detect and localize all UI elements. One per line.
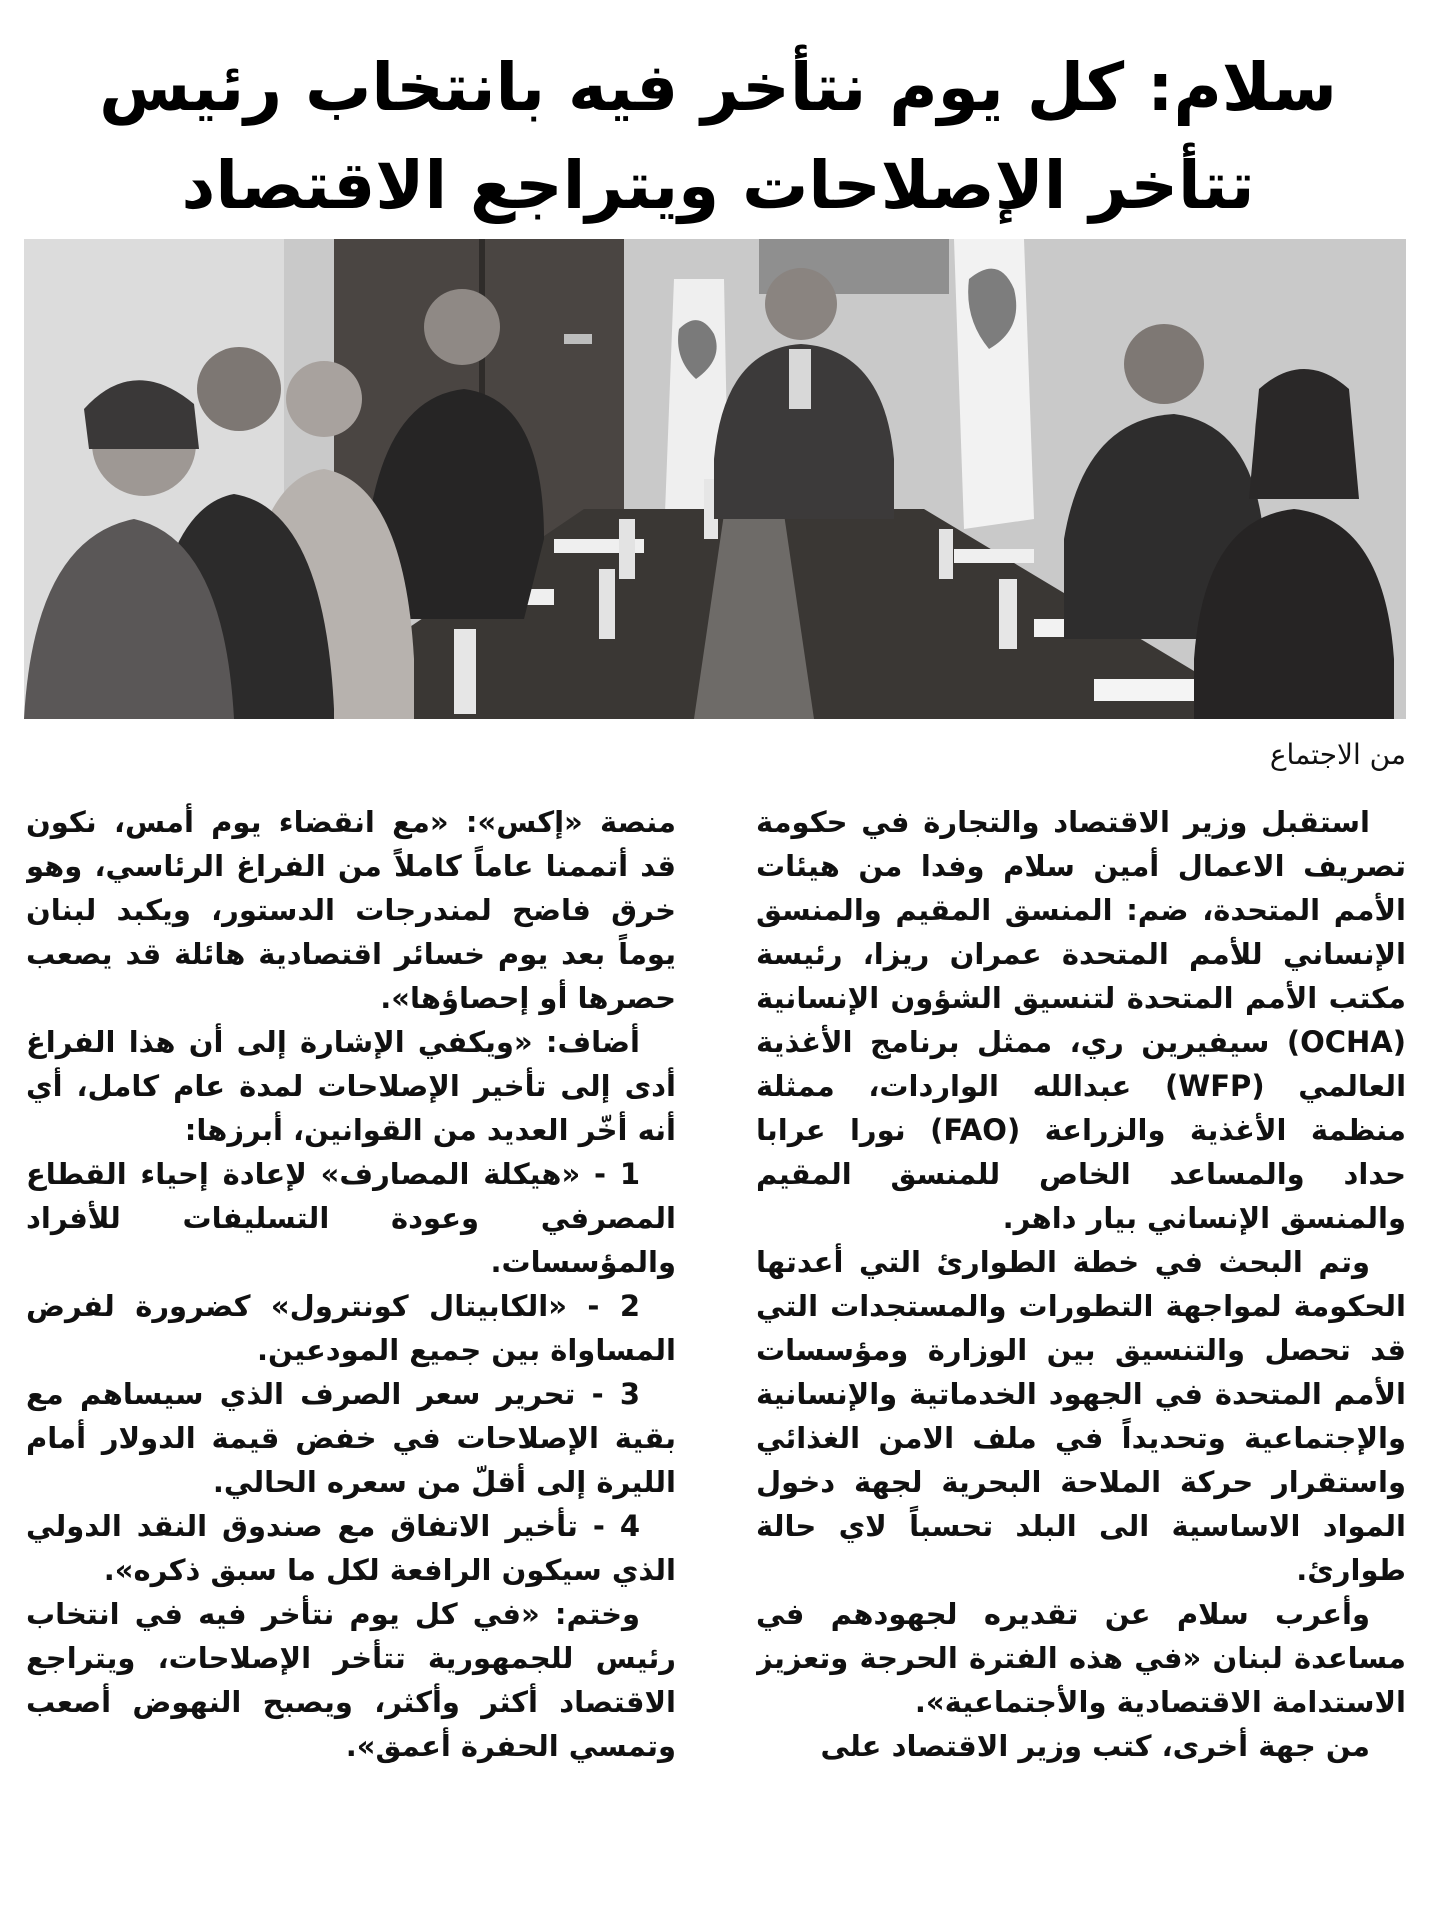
article-column-left (26, 800, 676, 1910)
article-paragraph: من جهة أخرى، كتب وزير الاقتصاد على (820, 1729, 1370, 1763)
article-paragraph: وتم البحث في خطة الطوارئ التي أعدتها الحكومة لمواجهة التطورات والمستجدات التي قد تحصل والتنسيق بين الوزارة ومؤسسات الأمم المتحدة في الجهود الخدماتية والإنسانية والإجتماعية وتحديداً في ملف الامن الغذائي واستقرار حركة الملاحة البحرية لجهة دخول المواد الاساسية الى البلد تحسباً لاي حالة طوارئ. (756, 1245, 1406, 1587)
article-column-right (756, 800, 1406, 1910)
meeting-photo (24, 239, 1406, 719)
article-paragraph: أضاف: «ويكفي الإشارة إلى أن هذا الفراغ أدى إلى تأخير الإصلاحات لمدة عام كامل، أي أنه أخّر العديد من القوانين، أبرزها: (26, 1025, 676, 1147)
headline-line-1: سلام: كل يوم نتأخر فيه بانتخاب رئيس (99, 49, 1337, 127)
article-paragraph: استقبل وزير الاقتصاد والتجارة في حكومة تصريف الاعمال أمين سلام وفدا من هيئات الأمم المتحدة، ضم: المنسق المقيم والمنسق الإنساني للأمم المتحدة عمران ريزا، رئيسة مكتب الأمم المتحدة لتنسيق الشؤون الإنسانية (OCHA) سيفيرين ري، ممثل برنامج الأغذية العالمي (WFP) عبدالله الواردات، ممثلة منظمة الأغذية والزراعة (FAO) نورا عرابا حداد والمساعد الخاص للمنسق المقيم والمنسق الإنساني بيار داهر. (756, 805, 1406, 1235)
photo-caption: من الاجتماع (1269, 738, 1406, 771)
article-paragraph: منصة «إكس»: «مع انقضاء يوم أمس، نكون قد أتممنا عاماً كاملاً من الفراغ الرئاسي، وهو خرق فاضح لمندرجات الدستور، ويكبد لبنان يوماً بعد يوم خسائر اقتصادية هائلة قد يصعب حصرها أو إحصاؤها». (26, 805, 676, 1015)
headline-line-2: تتأخر الإصلاحات ويتراجع الاقتصاد (181, 147, 1255, 225)
article-list-item: 2 - «الكابيتال كونترول» كضرورة لفرض المساواة بين جميع المودعين. (26, 1289, 676, 1367)
article-list-item: 1 - «هيكلة المصارف» لإعادة إحياء القطاع المصرفي وعودة التسليفات للأفراد والمؤسسات. (26, 1157, 676, 1279)
article-paragraph: وختم: «في كل يوم نتأخر فيه في انتخاب رئيس للجمهورية تتأخر الإصلاحات، ويتراجع الاقتصاد أكثر وأكثر، ويصبح النهوض أصعب وتمسي الحفرة أعمق». (26, 1597, 676, 1763)
headline (30, 39, 1406, 235)
article-list-item: 4 - تأخير الاتفاق مع صندوق النقد الدولي الذي سيكون الرافعة لكل ما سبق ذكره». (26, 1509, 676, 1587)
article-list-item: 3 - تحرير سعر الصرف الذي سيساهم مع بقية الإصلاحات في خفض قيمة الدولار أمام الليرة إلى أقلّ من سعره الحالي. (26, 1377, 676, 1499)
meeting-photo-illustration (24, 239, 1406, 719)
article-paragraph: وأعرب سلام عن تقديره لجهودهم في مساعدة لبنان «في هذه الفترة الحرجة وتعزيز الاستدامة الاقتصادية والأجتماعية». (756, 1597, 1406, 1719)
